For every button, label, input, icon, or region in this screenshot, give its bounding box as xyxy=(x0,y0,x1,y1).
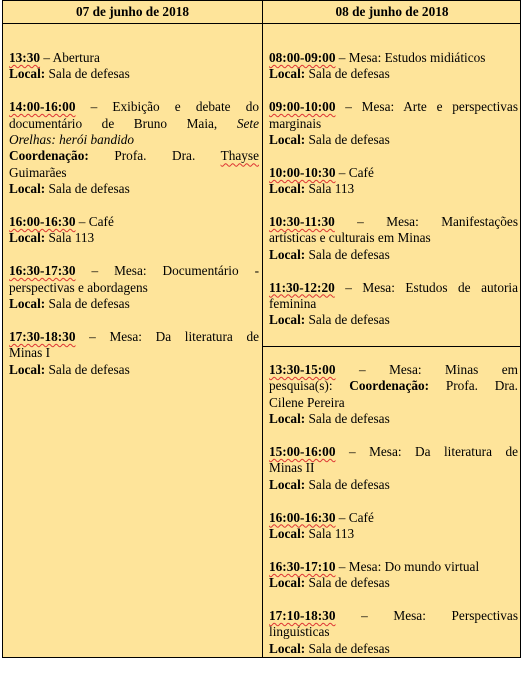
event-title-line: perspectivas e abordagens xyxy=(9,279,148,295)
event-time: 08:00-09:00 xyxy=(269,50,336,65)
film-title-part: Orelhas: herói bandido xyxy=(9,132,135,148)
event-time: 16:00-16:30 xyxy=(9,214,76,230)
event-manifestacoes xyxy=(269,214,518,263)
event-local: Sala de defesas xyxy=(48,181,130,197)
event-time: 16:30-17:30 xyxy=(9,263,76,279)
session-divider xyxy=(263,346,521,347)
day2-header: 08 de junho de 2018 xyxy=(335,4,449,19)
event-title: – Mesa: Perspectivas xyxy=(335,608,518,624)
event-local: Sala de defesas xyxy=(308,575,390,591)
event-title: – Mesa: Manifestações xyxy=(334,214,518,230)
coordenacao-label: Coordenação: xyxy=(9,148,89,164)
event-title-line: marginais xyxy=(269,115,322,131)
event-cafe xyxy=(9,214,259,247)
event-time: 13:30 xyxy=(9,50,41,65)
event-local: Sala 113 xyxy=(308,526,355,542)
event-title-line: pesquisa(s): xyxy=(269,378,333,394)
coordenacao-label: Coordenação: xyxy=(349,378,430,394)
event-local: Sala de defesas xyxy=(308,411,390,427)
event-local: Sala de defesas xyxy=(48,361,130,377)
event-time: 17:30-18:30 xyxy=(9,328,76,344)
event-arte-marginais xyxy=(269,99,518,148)
event-title: – Abertura xyxy=(43,50,100,65)
event-local: Sala de defesas xyxy=(48,296,130,312)
local-label: Local: xyxy=(269,411,306,427)
event-cafe-manha xyxy=(269,165,518,198)
event-perspectivas-linguisticas xyxy=(269,608,518,657)
event-title: – Mesa: Estudos de autoria xyxy=(334,279,518,295)
event-time: 16:30-17:10 xyxy=(269,558,336,574)
event-time: 13:30-15:00 xyxy=(269,362,336,377)
event-cafe-tarde xyxy=(269,510,518,543)
event-title: – Café xyxy=(75,214,114,230)
event-title: – Mesa: Minas em xyxy=(335,362,518,377)
coordinator: Profa. Dra. xyxy=(445,378,518,394)
local-label: Local: xyxy=(9,230,46,246)
event-documentario xyxy=(9,263,259,312)
event-title-line: artísticas e culturais em Minas xyxy=(269,230,431,246)
local-label: Local: xyxy=(269,246,306,262)
event-title-line: documentário de Bruno Maia, xyxy=(9,115,218,131)
event-estudos-midiaticos xyxy=(269,50,518,83)
event-title-line: Minas II xyxy=(269,460,315,476)
local-label: Local: xyxy=(9,181,46,197)
event-local: Sala de defesas xyxy=(308,132,390,148)
event-local: Sala 113 xyxy=(308,181,355,197)
local-label: Local: xyxy=(269,66,306,82)
event-title-line: feminina xyxy=(269,296,317,312)
event-literatura-minas-1 xyxy=(9,329,259,378)
event-local: Sala 113 xyxy=(48,230,95,246)
event-title: – Café xyxy=(335,164,374,180)
day1-header: 07 de junho de 2018 xyxy=(75,4,190,19)
event-time: 16:00-16:30 xyxy=(269,509,336,525)
event-local: Sala de defesas xyxy=(308,640,390,656)
coordinator-name: Cilene Pereira xyxy=(269,394,345,410)
event-local: Sala de defesas xyxy=(308,312,390,328)
event-title-line: linguísticas xyxy=(269,624,330,640)
event-title: – Mesa: Documentário - xyxy=(75,263,259,279)
local-label: Local: xyxy=(269,526,306,542)
event-title-line: Minas I xyxy=(9,345,50,361)
local-label: Local: xyxy=(269,181,306,197)
event-exibicao xyxy=(9,99,259,197)
event-mundo-virtual xyxy=(269,559,518,592)
event-time: 10:30-11:30 xyxy=(269,214,335,230)
local-label: Local: xyxy=(269,640,306,656)
event-local: Sala de defesas xyxy=(308,476,390,492)
event-literatura-minas-2 xyxy=(269,444,518,493)
header-divider xyxy=(3,23,520,24)
event-time: 17:10-18:30 xyxy=(269,608,336,624)
coordinator-surname: Guimarães xyxy=(9,164,67,180)
film-title-part: Sete xyxy=(236,115,259,131)
local-label: Local: xyxy=(9,66,46,82)
column-divider xyxy=(262,1,263,657)
event-minas-em-pesquisa xyxy=(269,362,518,428)
day2-morning-column xyxy=(269,50,518,345)
event-title: – Mesa: Do mundo virtual xyxy=(335,558,480,574)
event-title: – Mesa: Da literatura de xyxy=(75,328,259,344)
local-label: Local: xyxy=(269,476,306,492)
event-time: 15:00-16:00 xyxy=(269,444,336,460)
event-title: – Mesa: Da literatura de xyxy=(335,444,518,460)
event-time: 09:00-10:00 xyxy=(269,99,336,115)
day2-afternoon-column xyxy=(269,362,518,674)
event-time: 14:00-16:00 xyxy=(9,99,76,115)
event-title: – Mesa: Estudos midiáticos xyxy=(335,50,486,65)
schedule-table xyxy=(2,0,521,658)
event-title: – Mesa: Arte e perspectivas xyxy=(335,99,518,115)
event-abertura xyxy=(9,50,259,83)
local-label: Local: xyxy=(9,361,46,377)
local-label: Local: xyxy=(269,312,306,328)
coordinator-name: Thayse xyxy=(220,148,259,164)
event-title: – Café xyxy=(335,509,374,525)
event-time: 11:30-12:20 xyxy=(269,279,335,295)
event-autoria-feminina xyxy=(269,280,518,329)
local-label: Local: xyxy=(9,296,46,312)
event-local: Sala de defesas xyxy=(48,66,130,82)
day1-column xyxy=(9,50,259,394)
event-local: Sala de defesas xyxy=(308,246,390,262)
local-label: Local: xyxy=(269,132,306,148)
event-time: 10:00-10:30 xyxy=(269,164,336,180)
event-title: – Exibição e debate do xyxy=(75,99,259,115)
coordinator: Profa. Dra. xyxy=(114,148,196,164)
local-label: Local: xyxy=(269,575,306,591)
event-local: Sala de defesas xyxy=(308,66,390,82)
